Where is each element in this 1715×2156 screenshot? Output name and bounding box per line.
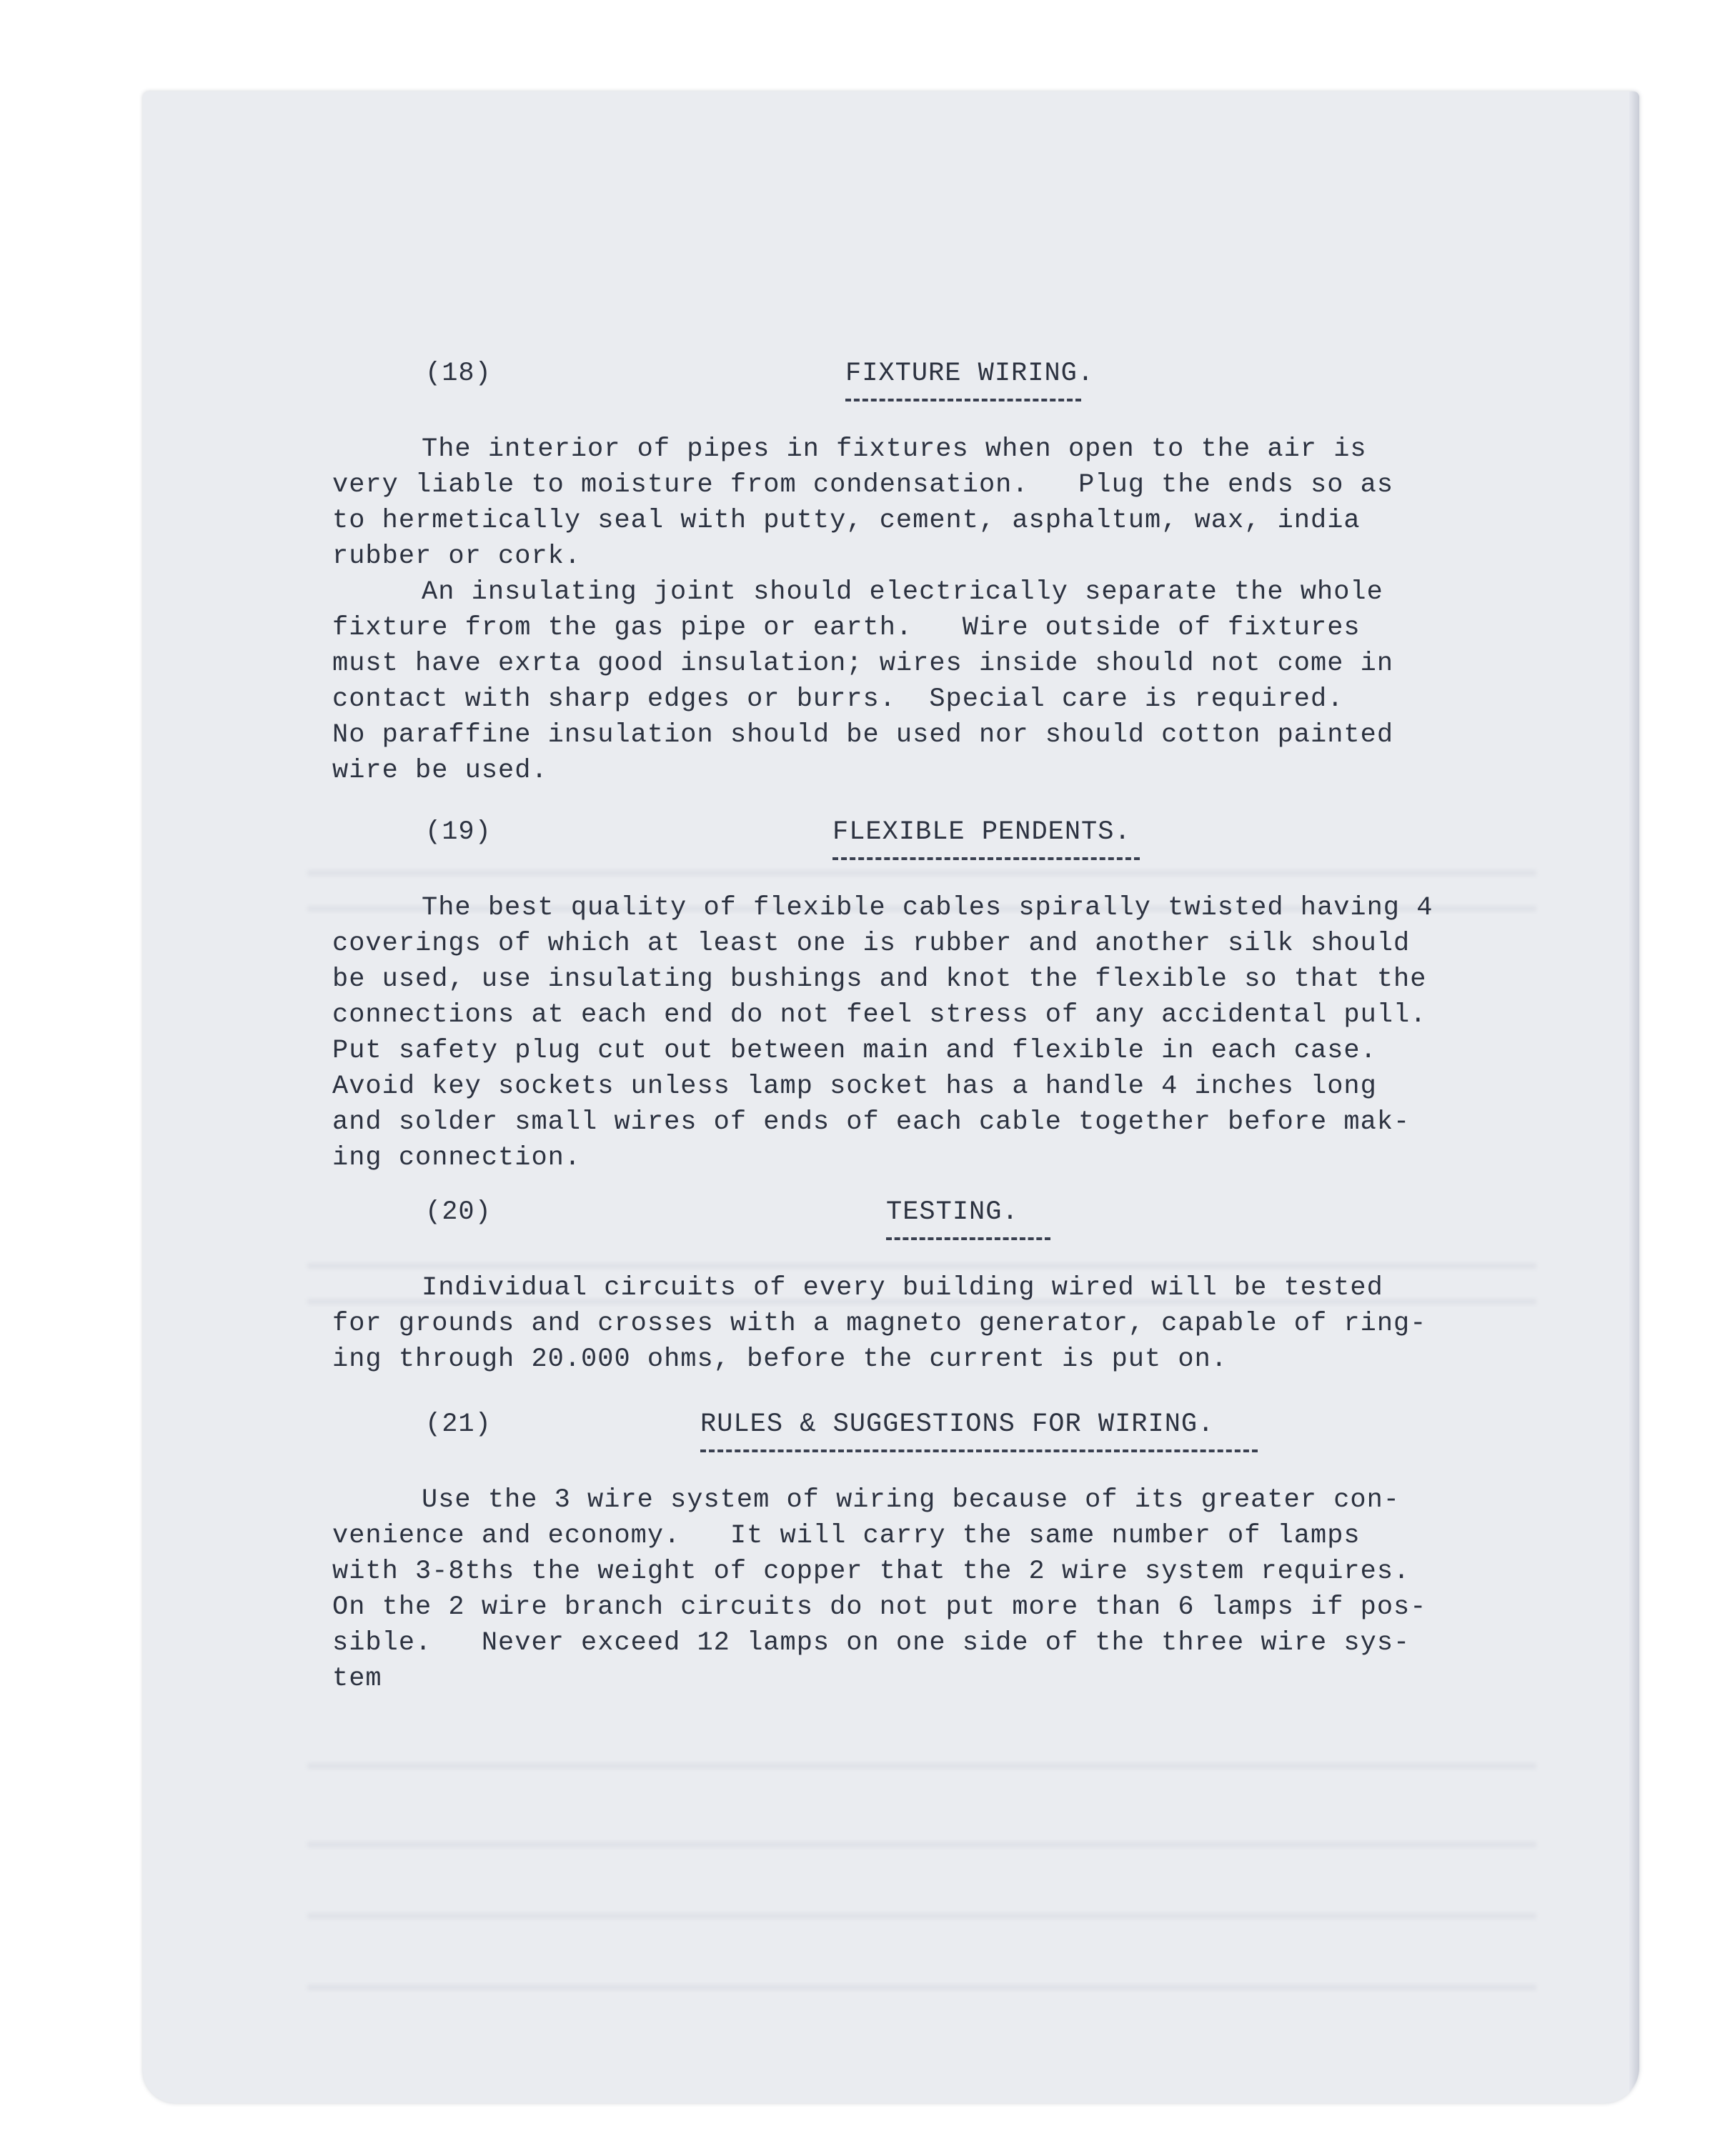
text-line: with 3-8ths the weight of copper that the 2 wire system requires. [332, 1557, 1411, 1587]
section-heading [186, 1197, 1558, 1230]
section-number: (18) [425, 359, 492, 389]
text-line: Put safety plug cut out between main and flexible in each case. [332, 1036, 1377, 1066]
title-underline [886, 1237, 1050, 1240]
text-line: venience and economy. It will carry the same number of lamps [332, 1521, 1361, 1551]
section-heading [186, 359, 1558, 391]
document-body [186, 251, 1558, 1697]
section-heading [186, 817, 1558, 850]
text-line: to hermetically seal with putty, cement, asphaltum, wax, india [332, 506, 1361, 536]
bleed-through-line [307, 1985, 1536, 1990]
text-line: tem [332, 1664, 382, 1694]
title-underline [845, 399, 1081, 401]
text-line: On the 2 wire branch circuits do not put more than 6 lamps if pos- [332, 1592, 1427, 1622]
text-line: rubber or cork. [332, 542, 582, 572]
section-19 [186, 817, 1558, 1176]
section-title: TESTING. [886, 1197, 1019, 1227]
text-line: must have exrta good insulation; wires inside should not come in [332, 649, 1394, 679]
text-line: sible. Never exceed 12 lamps on one side of the three wire sys- [332, 1628, 1411, 1658]
paper-edge-shadow [1629, 91, 1639, 2103]
text-line: ing through 20.000 ohms, before the current is put on. [332, 1344, 1228, 1374]
text-line: very liable to moisture from condensation. Plug the ends so as [332, 470, 1394, 500]
text-line: connections at each end do not feel stress of any accidental pull. [332, 1000, 1427, 1030]
section-20 [186, 1197, 1558, 1377]
text-line: The best quality of flexible cables spirally twisted having 4 [422, 893, 1433, 923]
title-underline [832, 857, 1140, 860]
section-number: (20) [425, 1197, 492, 1227]
text-line: fixture from the gas pipe or earth. Wire outside of fixtures [332, 613, 1361, 643]
section-18 [186, 359, 1558, 789]
section-title: RULES & SUGGESTIONS FOR WIRING. [700, 1409, 1215, 1439]
section-title: FIXTURE WIRING. [845, 359, 1095, 389]
title-underline [700, 1449, 1258, 1452]
text-line: and solder small wires of ends of each cable together before mak- [332, 1107, 1411, 1137]
text-line: for grounds and crosses with a magneto generator, capable of ring- [332, 1309, 1427, 1339]
text-line: wire be used. [332, 756, 548, 786]
section-text [186, 1482, 1558, 1697]
bleed-through-line [307, 1763, 1536, 1769]
section-number: (21) [425, 1409, 492, 1439]
text-line: be used, use insulating bushings and knot the flexible so that the [332, 964, 1427, 994]
text-line: Use the 3 wire system of wiring because of its greater con- [422, 1485, 1401, 1515]
text-line: An insulating joint should electrically separate the whole [422, 577, 1383, 607]
section-number: (19) [425, 817, 492, 847]
section-text [186, 431, 1558, 789]
text-line: coverings of which at least one is rubber and another silk should [332, 929, 1411, 959]
text-line: No paraffine insulation should be used nor should cotton painted [332, 720, 1394, 750]
section-text [186, 1270, 1558, 1377]
bleed-through-line [307, 1842, 1536, 1847]
text-line: The interior of pipes in fixtures when open to the air is [422, 434, 1367, 464]
section-title: FLEXIBLE PENDENTS. [832, 817, 1131, 847]
section-text [186, 890, 1558, 1176]
text-line: Individual circuits of every building wired will be tested [422, 1273, 1383, 1303]
text-line: contact with sharp edges or burrs. Special care is required. [332, 684, 1344, 714]
text-line: ing connection. [332, 1143, 582, 1173]
section-21 [186, 1409, 1558, 1697]
bleed-through-line [307, 1913, 1536, 1919]
text-line: Avoid key sockets unless lamp socket has a handle 4 inches long [332, 1072, 1377, 1102]
section-heading [186, 1409, 1558, 1442]
